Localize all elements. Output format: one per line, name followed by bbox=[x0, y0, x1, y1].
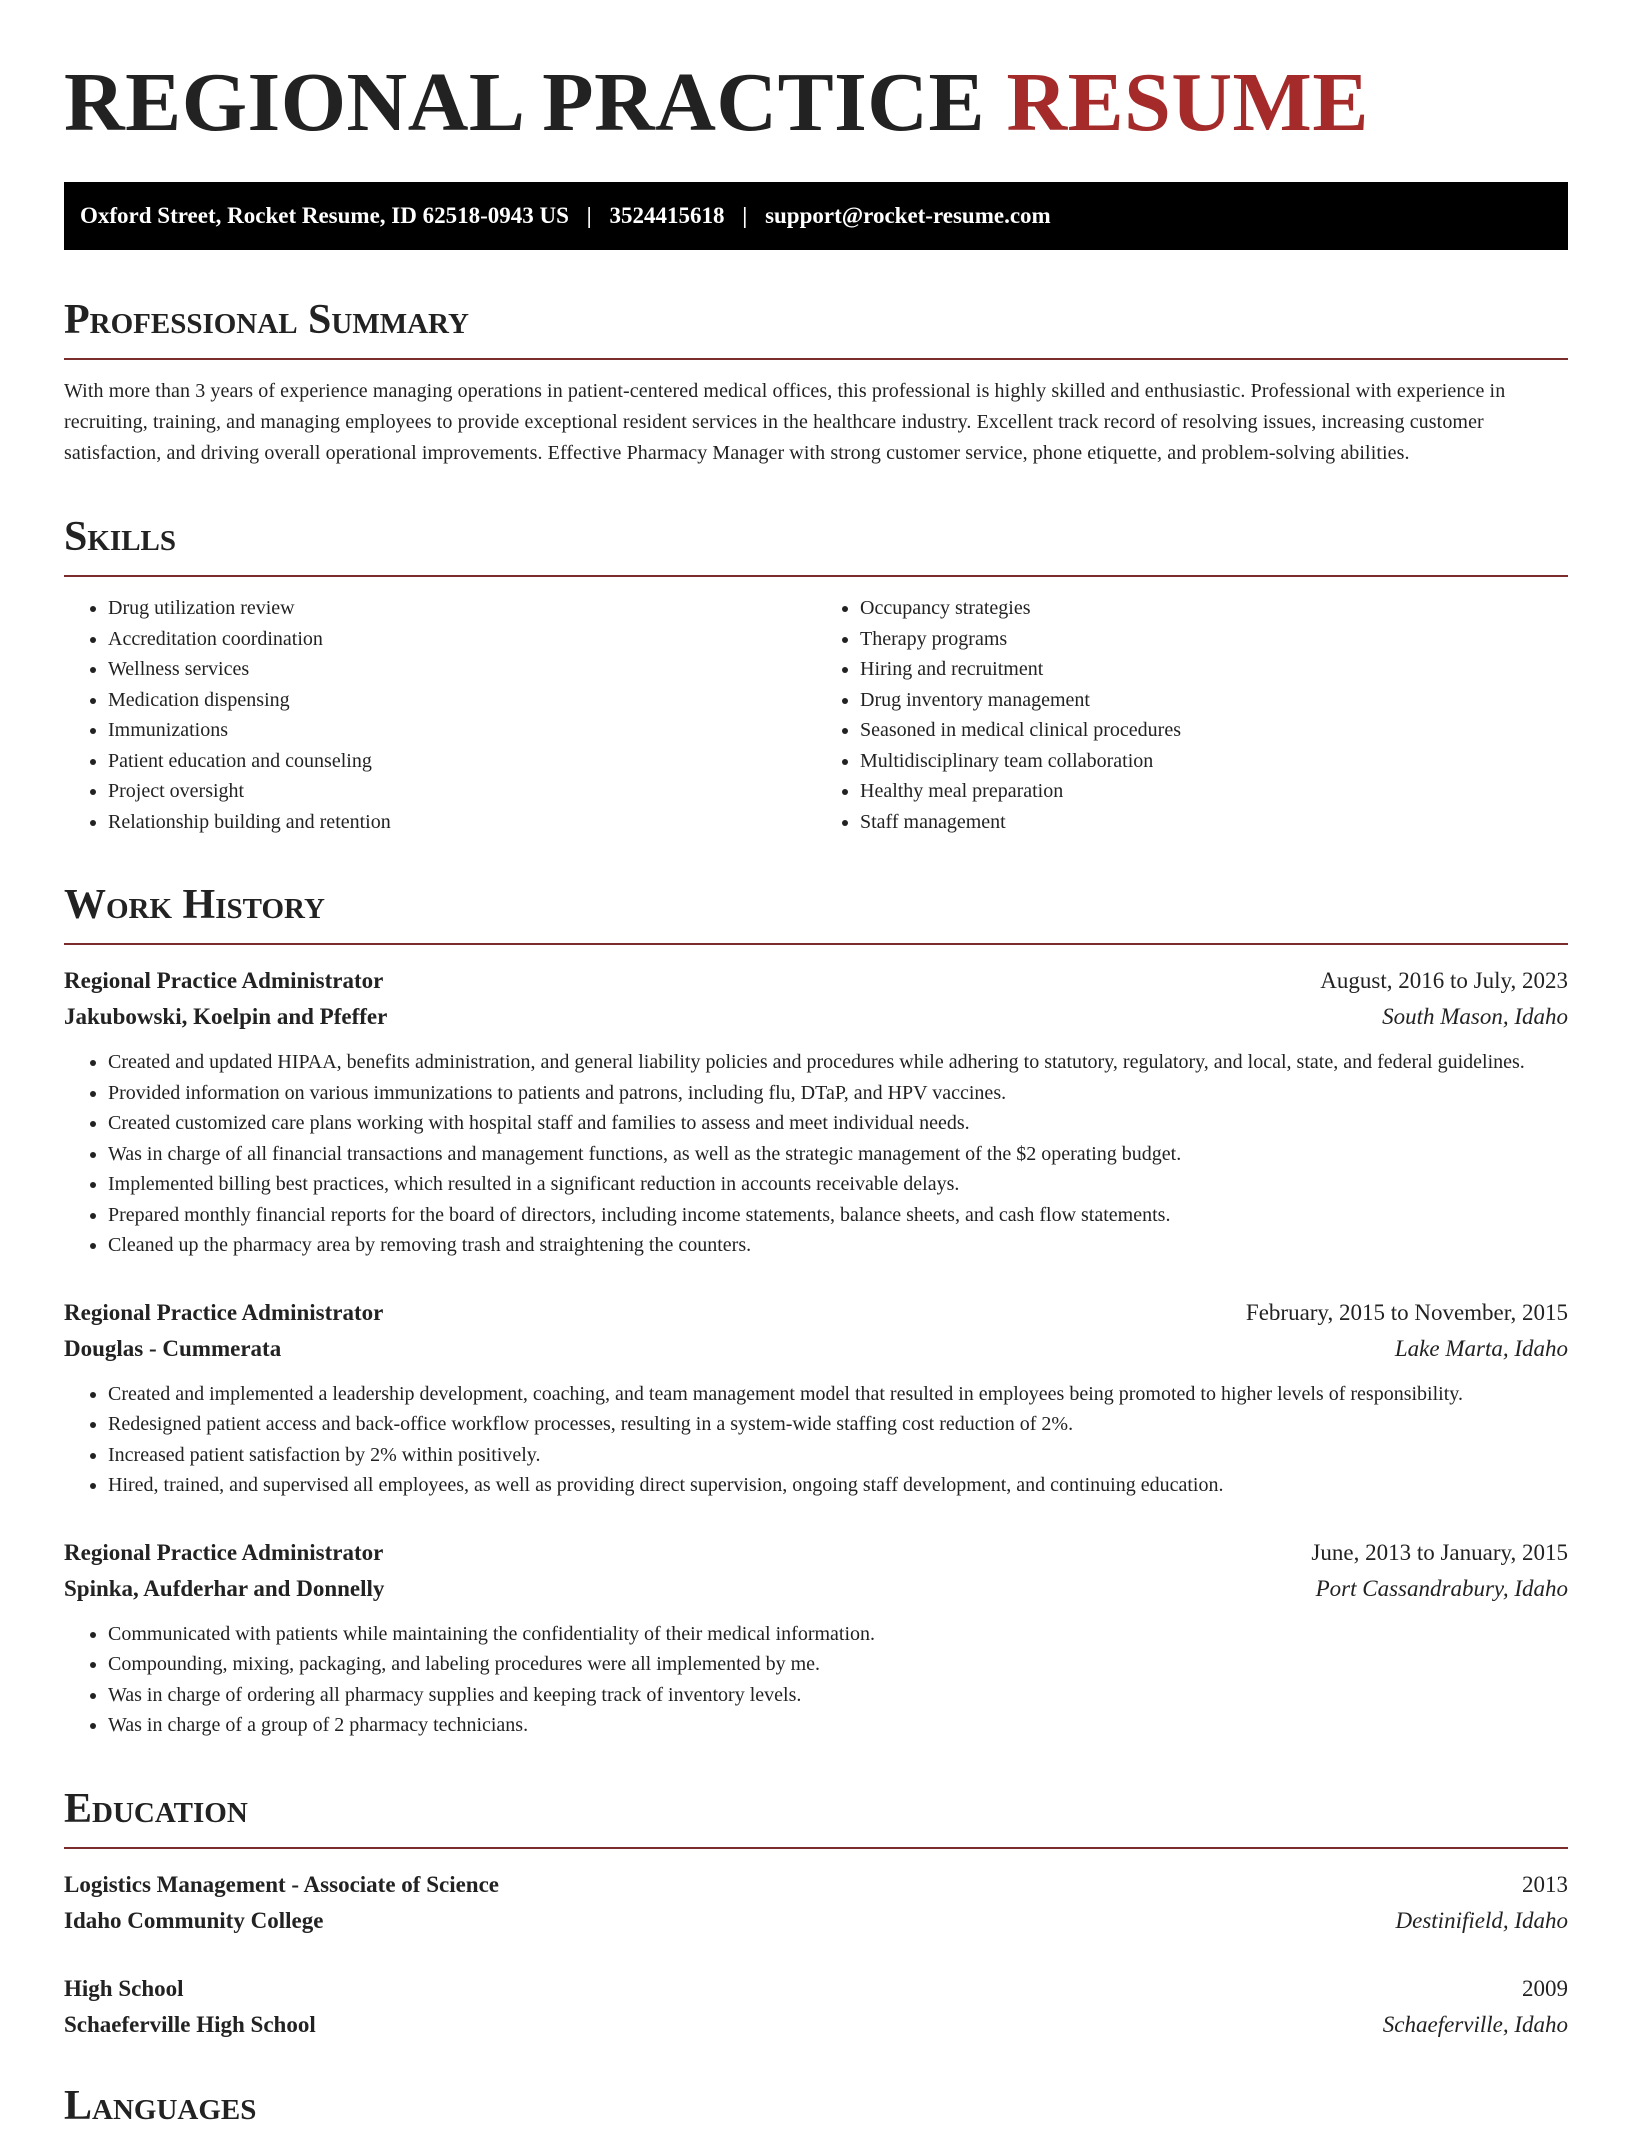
job-dates: August, 2016 to July, 2023 bbox=[1320, 968, 1568, 993]
job-entry bbox=[64, 1535, 1568, 1741]
job-entry bbox=[64, 963, 1568, 1261]
summary-text: With more than 3 years of experience managing operations in patient-centered medical offices, this professional is highly skilled and enthusiastic. Professional with experience in recruiting, training, and managing employees to provide exceptional resident services in the healthcare industry. Excellent track record of resolving issues, increasing customer satisfaction, and driving overall operational improvements. Effective Pharmacy Manager with strong customer service, phone etiquette, and problem-solving abilities. bbox=[64, 380, 1506, 464]
contact-bar bbox=[64, 182, 1568, 250]
title-main: REGIONAL PRACTICE bbox=[64, 56, 985, 149]
address: Oxford Street, Rocket Resume, ID 62518-0943 US bbox=[80, 203, 569, 228]
job-dates: June, 2013 to January, 2015 bbox=[1311, 1539, 1568, 1565]
education-entry bbox=[64, 1971, 1568, 2043]
skill-item: • Occupancy strategies bbox=[860, 593, 1568, 624]
job-bullet: • Was in charge of all financial transactions and management functions, as well as the strategic management of the $2 operating budget. bbox=[108, 1139, 1568, 1170]
contact-separator: | bbox=[586, 203, 592, 228]
job-bullets bbox=[64, 1619, 1568, 1741]
job-title: Regional Practice Administrator bbox=[64, 968, 384, 993]
skill-item: • Medication dispensing bbox=[108, 685, 816, 716]
job-bullet: • Prepared monthly financial reports for the board of directors, including income statements, balance sheets, and cash flow statements. bbox=[108, 1200, 1568, 1231]
job-bullet: • Created and implemented a leadership development, coaching, and team management model that resulted in employees being promoted to higher levels of responsibility. bbox=[108, 1379, 1568, 1410]
education-degree: Logistics Management - Associate of Science bbox=[64, 1871, 500, 1897]
job-location: South Mason, Idaho bbox=[1382, 1004, 1568, 1029]
education-entry bbox=[64, 1867, 1568, 1939]
skill-item: • Drug inventory management bbox=[860, 685, 1568, 716]
job-company: Jakubowski, Koelpin and Pfeffer bbox=[64, 1004, 388, 1029]
skills-column-right bbox=[816, 593, 1568, 837]
education-location: Destinifield, Idaho bbox=[1395, 1907, 1568, 1933]
job-bullet: • Provided information on various immunizations to patients and patrons, including flu, DTaP, and HPV vaccines. bbox=[108, 1078, 1568, 1109]
education-heading: Education bbox=[64, 1785, 1568, 1849]
education-year: 2009 bbox=[1522, 1975, 1568, 2001]
job-company: Spinka, Aufderhar and Donnelly bbox=[64, 1575, 385, 1601]
email-link[interactable]: support@rocket-resume.com bbox=[765, 203, 1051, 228]
job-bullets bbox=[64, 1379, 1568, 1501]
job-location: Lake Marta, Idaho bbox=[1394, 1335, 1568, 1361]
job-dates: February, 2015 to November, 2015 bbox=[1245, 1299, 1568, 1325]
skill-item: • Wellness services bbox=[108, 654, 816, 685]
job-bullet: • Was in charge of ordering all pharmacy supplies and keeping track of inventory levels. bbox=[108, 1680, 1568, 1711]
job-bullets bbox=[64, 1047, 1568, 1261]
job-title: Regional Practice Administrator bbox=[64, 1539, 384, 1565]
skill-item: • Immunizations bbox=[108, 715, 816, 746]
job-bullet: • Created and updated HIPAA, benefits administration, and general liability policies and procedures while adhering to statutory, regulatory, and local, state, and federal guidelines. bbox=[108, 1047, 1568, 1078]
skills-column-left bbox=[64, 593, 816, 837]
work-history-heading: Work History bbox=[64, 881, 1568, 945]
job-bullet: • Increased patient satisfaction by 2% within positively. bbox=[108, 1440, 1568, 1471]
job-bullet: • Compounding, mixing, packaging, and labeling procedures were all implemented by me. bbox=[108, 1649, 1568, 1680]
contact-separator: | bbox=[742, 203, 748, 228]
education-degree: High School bbox=[64, 1975, 184, 2001]
phone: 3524415618 bbox=[609, 203, 725, 228]
job-bullet: • Hired, trained, and supervised all employees, as well as providing direct supervision, ongoing staff development, and continuing education. bbox=[108, 1470, 1568, 1501]
skill-item: • Healthy meal preparation bbox=[860, 776, 1568, 807]
skill-item: • Drug utilization review bbox=[108, 593, 816, 624]
skill-item: • Seasoned in medical clinical procedures bbox=[860, 715, 1568, 746]
skill-item: • Multidisciplinary team collaboration bbox=[860, 746, 1568, 777]
skill-item: • Project oversight bbox=[108, 776, 816, 807]
job-bullet: • Cleaned up the pharmacy area by removing trash and straightening the counters. bbox=[108, 1230, 1568, 1261]
skill-item: • Patient education and counseling bbox=[108, 746, 816, 777]
resume-title bbox=[64, 0, 1568, 150]
job-bullet: • Redesigned patient access and back-office workflow processes, resulting in a system-wide staffing cost reduction of 2%. bbox=[108, 1409, 1568, 1440]
education-year: 2013 bbox=[1522, 1871, 1568, 1897]
education-school: Idaho Community College bbox=[64, 1907, 324, 1933]
job-entry bbox=[64, 1295, 1568, 1501]
job-title: Regional Practice Administrator bbox=[64, 1299, 384, 1325]
job-bullet: • Was in charge of a group of 2 pharmacy technicians. bbox=[108, 1710, 1568, 1741]
job-company: Douglas - Cummerata bbox=[64, 1335, 282, 1361]
education-location: Schaeferville, Idaho bbox=[1382, 2011, 1568, 2037]
job-location: Port Cassandrabury, Idaho bbox=[1315, 1575, 1568, 1601]
next-section-heading: Languages bbox=[64, 2083, 257, 2129]
job-bullet: • Implemented billing best practices, which resulted in a significant reduction in accounts receivable delays. bbox=[108, 1169, 1568, 1200]
skill-item: • Hiring and recruitment bbox=[860, 654, 1568, 685]
skill-item: • Relationship building and retention bbox=[108, 807, 816, 838]
education-school: Schaeferville High School bbox=[64, 2011, 316, 2037]
job-bullet: • Communicated with patients while maintaining the confidentiality of their medical information. bbox=[108, 1619, 1568, 1650]
skill-item: • Therapy programs bbox=[860, 624, 1568, 655]
summary-heading: Professional Summary bbox=[64, 296, 1568, 360]
skills-heading: Skills bbox=[64, 513, 1568, 577]
title-accent: RESUME bbox=[1006, 56, 1369, 149]
job-bullet: • Created customized care plans working with hospital staff and families to assess and meet individual needs. bbox=[108, 1108, 1568, 1139]
skill-item: • Accreditation coordination bbox=[108, 624, 816, 655]
skill-item: • Staff management bbox=[860, 807, 1568, 838]
skills-list bbox=[64, 593, 1568, 837]
